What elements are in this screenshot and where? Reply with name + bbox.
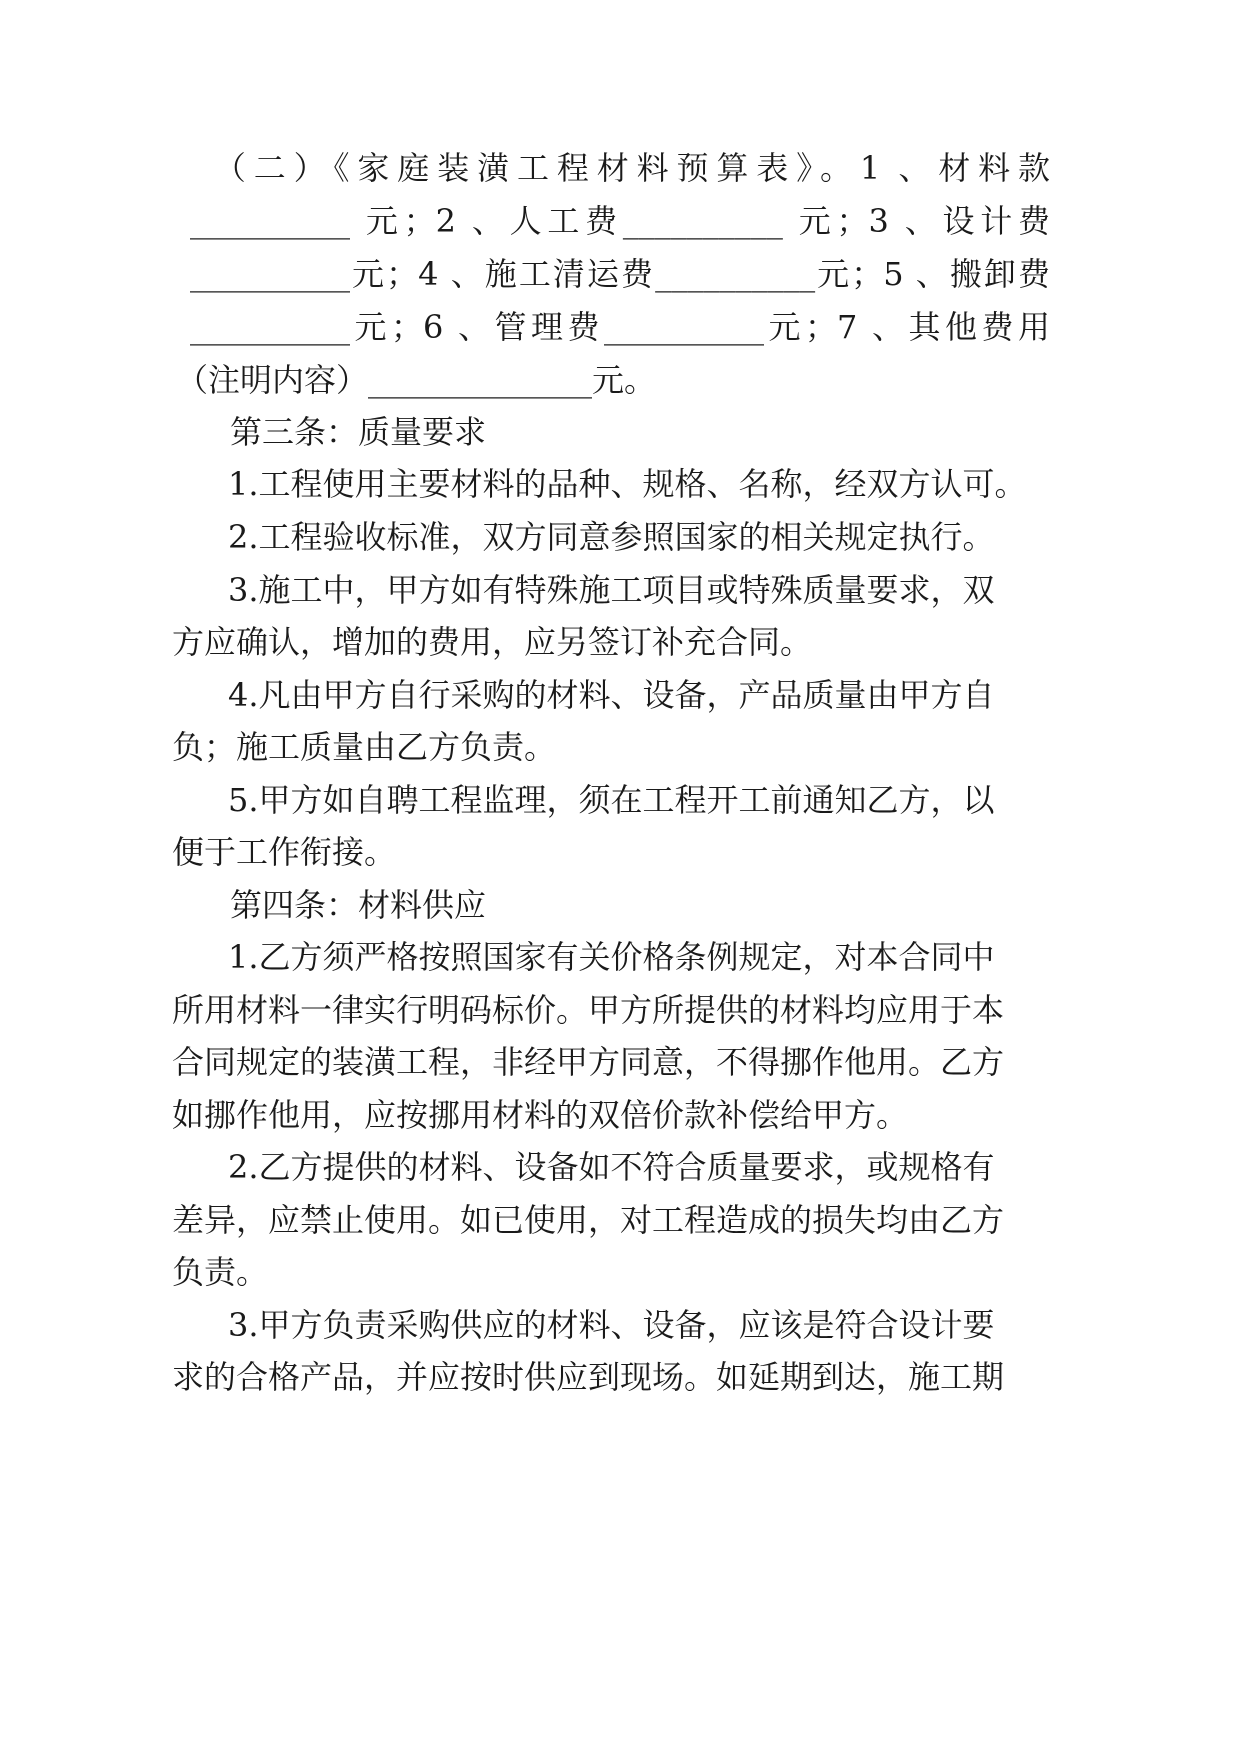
article-3-item-3-line2: 方应确认，增加的费用，应另签订补充合同。 — [172, 623, 813, 661]
article-4-item-1-line1: 1.乙方须严格按照国家有关价格条例规定，对本合同中 — [228, 938, 995, 976]
article-4-item-3-line2: 求的合格产品，并应按时供应到现场。如延期到达，施工期 — [172, 1358, 1005, 1396]
article-4-heading: 第四条：材料供应 — [230, 886, 487, 924]
article-3-item-2: 2.工程验收标准，双方同意参照国家的相关规定执行。 — [228, 518, 995, 556]
fee-line-cleanup-handling: __________元；4 、施工清运费__________元；5 、搬卸费 — [190, 255, 1050, 293]
article-3-item-3-line1: 3.施工中，甲方如有特殊施工项目或特殊质量要求，双 — [228, 571, 995, 609]
article-3-item-5-line1: 5.甲方如自聘工程监理，须在工程开工前通知乙方，以 — [228, 781, 995, 819]
article-4-item-3-line1: 3.甲方负责采购供应的材料、设备，应该是符合设计要 — [228, 1306, 995, 1344]
article-4-item-2-line3: 负责。 — [172, 1253, 269, 1291]
fee-line-management-other: __________元；6 、管理费__________元；7 、其他费用 — [190, 308, 1050, 346]
article-3-item-4-line2: 负；施工质量由乙方负责。 — [172, 728, 557, 766]
fee-line-note: （注明内容）______________元。 — [176, 361, 657, 399]
article-4-item-1-line2: 所用材料一律实行明码标价。甲方所提供的材料均应用于本 — [172, 991, 1005, 1029]
article-3-item-4-line1: 4.凡由甲方自行采购的材料、设备，产品质量由甲方自 — [228, 676, 995, 714]
budget-table-intro: （二）《家庭装潢工程材料预算表》。1 、材料款 — [190, 149, 1050, 187]
article-4-item-1-line3: 合同规定的装潢工程，非经甲方同意，不得挪作他用。乙方 — [172, 1043, 1005, 1081]
article-4-item-2-line2: 差异，应禁止使用。如已使用，对工程造成的损失均由乙方 — [172, 1201, 1005, 1239]
article-4-item-2-line1: 2.乙方提供的材料、设备如不符合质量要求，或规格有 — [228, 1148, 995, 1186]
article-4-item-1-line4: 如挪作他用，应按挪用材料的双倍价款补偿给甲方。 — [172, 1096, 909, 1134]
article-3-heading: 第三条：质量要求 — [230, 413, 487, 451]
fee-line-labor-design: __________ 元；2 、人工费__________ 元；3 、设计费 — [190, 202, 1050, 240]
article-3-item-1: 1.工程使用主要材料的品种、规格、名称，经双方认可。 — [228, 465, 1027, 503]
article-3-item-5-line2: 便于工作衔接。 — [172, 833, 397, 871]
